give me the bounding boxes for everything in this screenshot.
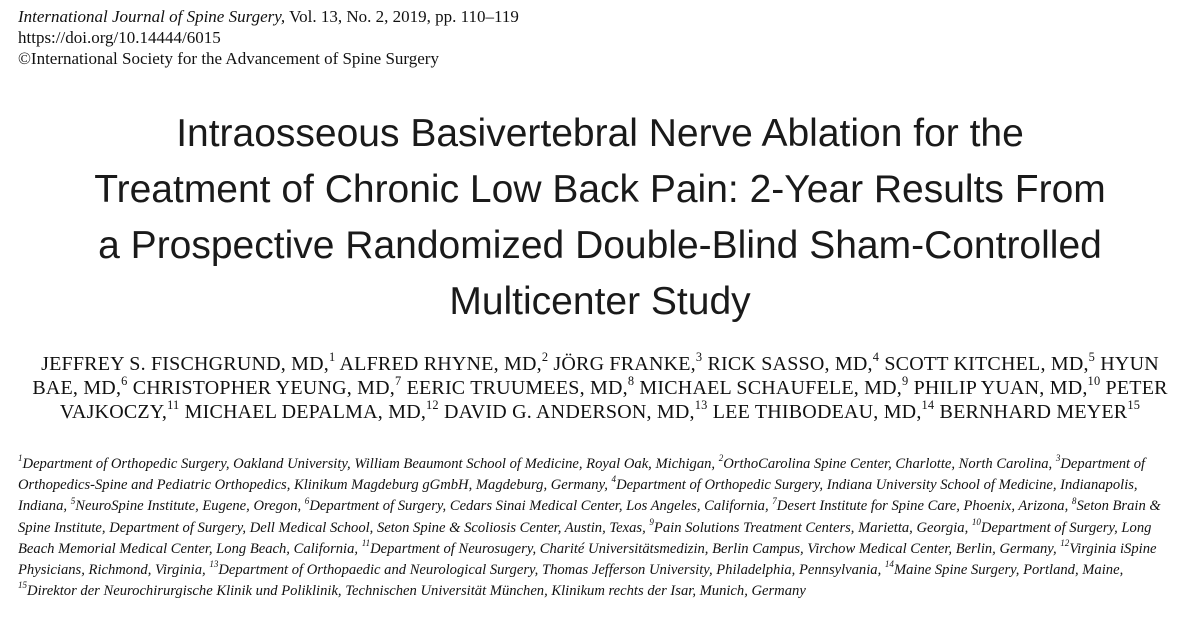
author-affiliation-mark: 5 xyxy=(1088,350,1096,365)
volume-info: Vol. 13, No. 2, 2019, pp. 110–119 xyxy=(289,7,519,26)
affiliation-text: Department of Surgery, Cedars Sinai Medical Center, Los Angeles, California, xyxy=(309,498,769,515)
copyright-line: ©International Society for the Advancement of Spine Surgery xyxy=(18,49,439,68)
author-affiliation-mark: 2 xyxy=(541,350,549,365)
affiliations xyxy=(18,454,1182,602)
affiliation-text: Department of Orthopedic Surgery, Indiana University School of Medicine, Indianapolis, Indiana, xyxy=(18,477,1138,515)
title-line: a Prospective Randomized Double-Blind Sham-Controlled xyxy=(98,224,1102,267)
author-name: ALFRED RHYNE, MD, xyxy=(339,353,542,375)
journal-name: International Journal of Spine Surgery, xyxy=(18,7,286,26)
author-name: JÖRG FRANKE, xyxy=(553,353,696,375)
author-list xyxy=(18,352,1182,424)
affiliation-text: Pain Solutions Treatment Centers, Marietta, Georgia, xyxy=(653,519,969,536)
journal-citation xyxy=(18,6,519,27)
affiliation-text: Desert Institute for Spine Care, Phoenix, Arizona, xyxy=(776,498,1069,515)
author-affiliation-mark: 4 xyxy=(872,350,880,365)
author-affiliation-mark: 6 xyxy=(121,374,128,389)
author-affiliation-mark: 3 xyxy=(695,350,703,365)
doi-link[interactable]: https://doi.org/10.14444/6015 xyxy=(18,28,221,47)
author-affiliation-mark: 10 xyxy=(1087,374,1101,389)
author-name: HYUN BAE, MD, xyxy=(32,353,1159,399)
author-affiliation-mark: 7 xyxy=(394,374,402,389)
affiliation-mark: 5 xyxy=(70,495,76,506)
affiliation-text: Department of Orthopedics-Spine and Pediatric Orthopedics, Klinikum Magdeburg gGmbH, Magdeburg, Germany, xyxy=(18,456,1146,494)
author-name: PHILIP YUAN, MD, xyxy=(913,377,1088,399)
author-affiliation-mark: 1 xyxy=(329,350,336,365)
affiliation-mark: 6 xyxy=(304,495,310,506)
affiliation-text: NeuroSpine Institute, Eugene, Oregon, xyxy=(75,498,302,515)
author-affiliation-mark: 13 xyxy=(694,398,708,413)
affiliation-text: Virginia iSpine Physicians, Richmond, Virginia, xyxy=(18,540,1157,579)
journal-header xyxy=(18,6,519,69)
affiliation-text: Department of Neurosugery, Charité Universitätsmedizin, Berlin Campus, Virchow Medical Center, Berlin, Germany, xyxy=(370,540,1057,557)
author-affiliation-mark: 15 xyxy=(1127,398,1141,413)
affiliation-mark: 4 xyxy=(611,474,617,485)
author-affiliation-mark: 12 xyxy=(426,398,439,413)
affiliation-mark: 10 xyxy=(971,516,981,527)
author-affiliation-mark: 8 xyxy=(627,374,635,389)
author-name: DAVID G. ANDERSON, MD, xyxy=(444,401,695,423)
affiliation-mark: 12 xyxy=(1060,538,1070,549)
affiliation-mark: 7 xyxy=(772,495,777,506)
author-affiliation-mark: 14 xyxy=(921,398,935,413)
author-name: EERIC TRUUMEES, MD, xyxy=(406,377,628,399)
affiliation-text: Maine Spine Surgery, Portland, Maine, xyxy=(893,562,1124,579)
affiliation-mark: 11 xyxy=(361,538,371,549)
affiliation-text: OrthoCarolina Spine Center, Charlotte, North Carolina, xyxy=(723,456,1053,472)
author-name: SCOTT KITCHEL, MD, xyxy=(884,353,1089,375)
affiliation-mark: 1 xyxy=(18,453,23,464)
title-line: Treatment of Chronic Low Back Pain: 2-Year Results From xyxy=(94,168,1106,211)
author-name: LEE THIBODEAU, MD, xyxy=(712,401,922,423)
affiliation-mark: 3 xyxy=(1055,453,1061,464)
affiliation-text: Direktor der Neurochirurgische Klinik und Poliklinik, Technischen Universität München, Klinikum rechts der Isar, Munich, Germany xyxy=(27,583,806,600)
title-line: Intraosseous Basivertebral Nerve Ablation for the xyxy=(176,112,1024,155)
author-name: MICHAEL SCHAUFELE, MD, xyxy=(639,377,902,399)
affiliation-mark: 2 xyxy=(718,453,724,464)
affiliation-text: Department of Orthopaedic and Neurological Surgery, Thomas Jefferson University, Philadelphia, Pennsylvania, xyxy=(218,562,882,579)
author-name: MICHAEL DEPALMA, MD, xyxy=(184,401,427,423)
author-name: JEFFREY S. FISCHGRUND, MD, xyxy=(41,353,329,375)
author-affiliation-mark: 11 xyxy=(167,398,180,413)
title-line: Multicenter Study xyxy=(449,280,751,323)
article-title xyxy=(0,106,1200,330)
affiliation-mark: 14 xyxy=(884,559,894,570)
author-name: BERNHARD MEYER xyxy=(939,401,1128,423)
affiliation-text: Department of Orthopedic Surgery, Oakland University, William Beaumont School of Medicine, Royal Oak, Michigan, xyxy=(22,456,716,472)
author-name: CHRISTOPHER YEUNG, MD, xyxy=(132,377,395,399)
affiliation-mark: 9 xyxy=(649,516,654,527)
affiliation-text: Department of Surgery, Long Beach Memorial Medical Center, Long Beach, California, xyxy=(18,519,1152,557)
affiliation-mark: 13 xyxy=(209,559,219,570)
author-name: PETER VAJKOCZY, xyxy=(59,377,1168,423)
affiliation-text: Seton Brain & Spine Institute, Department of Surgery, Dell Medical School, Seton Spine & Scoliosis Center, Austin, Texas, xyxy=(18,498,1161,536)
affiliation-mark: 15 xyxy=(18,580,28,591)
author-affiliation-mark: 9 xyxy=(901,374,909,389)
affiliation-mark: 8 xyxy=(1071,495,1077,506)
author-name: RICK SASSO, MD, xyxy=(707,353,873,375)
